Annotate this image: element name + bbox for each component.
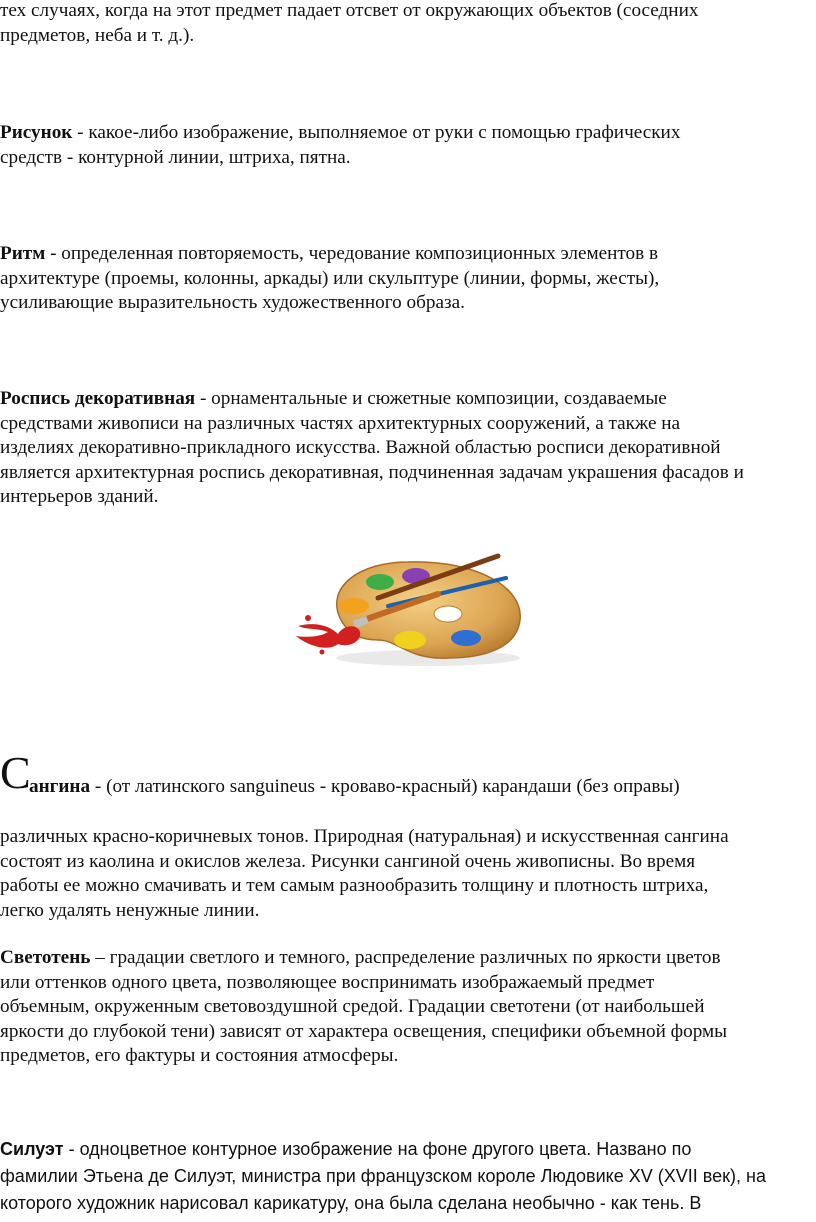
sangina-term: ангина [29,775,91,797]
ritm-term: Ритм [0,243,46,264]
risunok-text: какое-либо изображение, выполняемое от руки с помощью графических средств - контурной линии, штриха, пятна. [0,122,681,168]
sangina-lead: (от латинского sanguineus - кроваво-красный) карандаши (без оправы) [106,775,680,797]
ritm-dash: - [45,243,62,264]
sangina-paragraph [0,730,816,948]
palette-image [288,548,528,670]
intro-paragraph [0,0,816,48]
blue-paint-blob [451,630,481,646]
ritm-text: определенная повторяемость, чередование композиционных элементов в архитектуре (проемы, колонны, аркады) или скульптуре (линии, формы, жесты), усиливающие выразительность художественного образа. [0,243,660,313]
rospis-term: Роспись декоративная [0,388,196,409]
siluet-text: одноцветное контурное изображение на фоне другого цвета. Названо по фамилии Этьена де Силуэт, министра при французском короле Людовике XV (XVII век), на которого художник нарисовал карикатуру, она была сделана необычно - как тень. В [0,1139,766,1213]
sangina-first-line [0,746,816,805]
rospis-text: орнаментальные и сюжетные композиции, создаваемые средствами живописи на различных частях архитектурных сооружений, а также на изделиях декоративно-прикладного искусства. Важной областью росписи декоративной является архитектурная роспись декоративная, подчиненная задачам украшения фасадов и интерьеров зданий. [0,388,744,507]
siluet-paragraph [0,1136,816,1217]
svetoten-text: градации светлого и темного, распределение различных по яркости цветов или оттенков одного цвета, позволяющее воспринимать изображаемый предмет объемным, окруженным световоздушной средой. Градации светотени (от наибольшей яркости до глубокой тени) зависят от характера освещения, специфики объемной формы предметов, его фактуры и состояния атмосферы. [0,947,728,1066]
intro-text: тех случаях, когда на этот предмет падает отсвет от окружающих объектов (соседних предметов, неба и т. д.). [0,0,699,46]
sangina-dropcap: С [0,746,31,798]
red-paint-drop [305,615,311,621]
risunok-paragraph [0,121,816,170]
siluet-term: Силуэт [0,1139,64,1159]
sangina-text: различных красно-коричневых тонов. Природная (натуральная) и искусственная сангина состоят из каолина и окислов железа. Рисунки сангиной очень живописны. Во время работы ее можно смачивать и тем самым разнообразить толщину и плотность штриха, легко удалять ненужные линии. [0,826,729,921]
siluet-dash: - [63,1139,80,1159]
palette-thumb-hole [434,606,462,622]
rospis-dash: - [195,388,212,409]
rospis-paragraph [0,387,816,510]
yellow-paint-blob [394,631,426,649]
sangina-dash: - [90,775,107,797]
sangina-first-line-text [29,775,680,800]
ritm-paragraph [0,242,816,316]
risunok-dash: - [72,122,89,143]
orange-paint-blob [339,598,369,614]
green-paint-blob [366,574,394,590]
red-paint-drop [320,650,325,655]
risunok-term: Рисунок [0,122,73,143]
svetoten-term: Светотень [0,947,91,968]
paint-palette-icon [288,548,528,670]
red-paint-splash [296,624,360,648]
svetoten-paragraph [0,946,816,1069]
svetoten-dash: – [90,947,110,968]
